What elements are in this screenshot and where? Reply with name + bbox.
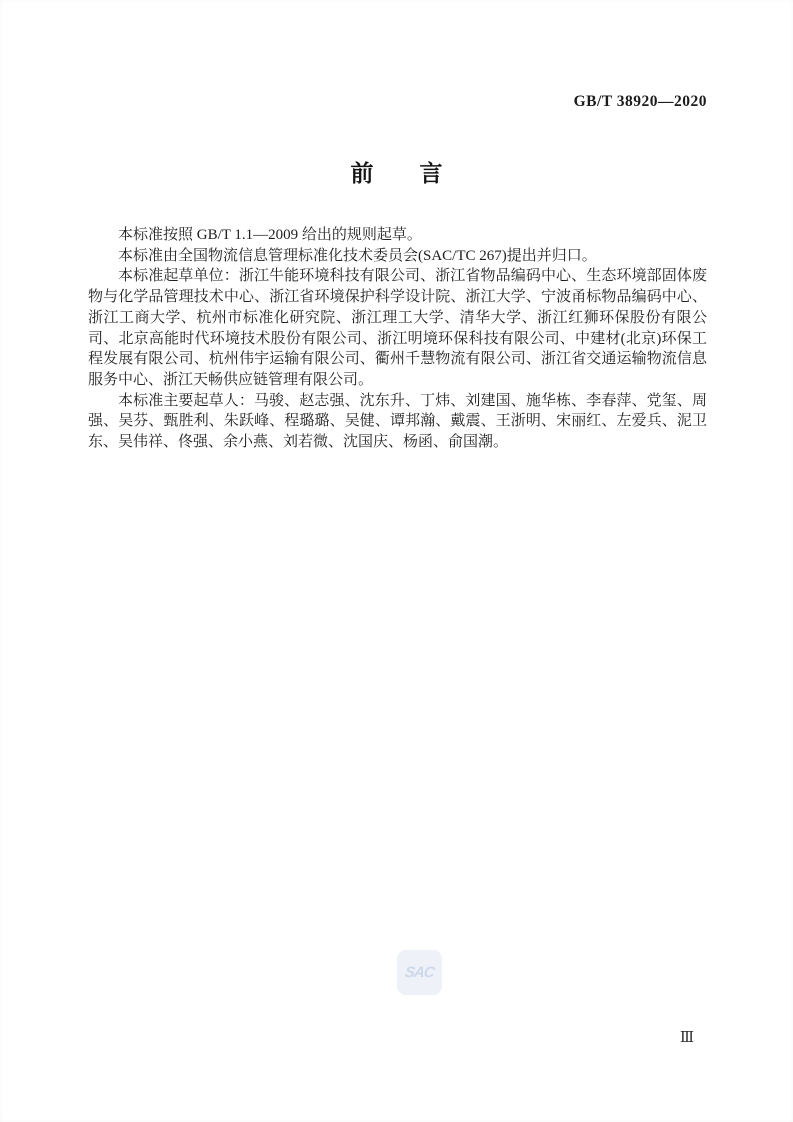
- foreword-title: 前 言: [350, 160, 443, 186]
- standard-code-header: GB/T 38920—2020: [573, 93, 707, 110]
- foreword-body: [88, 225, 707, 453]
- foreword-paragraph-committee: 本标准由全国物流信息管理标准化技术委员会(SAC/TC 267)提出并归口。: [118, 247, 597, 264]
- foreword-paragraph-main-drafters: 本标准主要起草人：马骏、赵志强、沈东升、丁炜、刘建国、施华栋、李春萍、党玺、周强、吴芬、甄胜利、朱跃峰、程璐璐、吴健、谭邦瀚、戴震、王浙明、宋丽红、左爱兵、泥卫东、吴伟祥、佟强、余小燕、刘若微、沈国庆、杨函、俞国潮。: [88, 392, 707, 451]
- foreword-paragraph-drafting-organizations: 本标准起草单位：浙江牛能环境科技有限公司、浙江省物品编码中心、生态环境部固体废物与化学品管理技术中心、浙江省环境保护科学设计院、浙江大学、宁波甬标物品编码中心、浙江工商大学、杭州市标准化研究院、浙江理工大学、清华大学、浙江红狮环保股份有限公司、北京高能时代环境技术股份有限公司、浙江明境环保科技有限公司、中建材(北京)环保工程发展有限公司、杭州伟宇运输有限公司、衢州千慧物流有限公司、浙江省交通运输物流信息服务中心、浙江天畅供应链管理有限公司。: [88, 268, 707, 388]
- page-number: Ⅲ: [680, 1030, 694, 1046]
- foreword-paragraph-drafting-rules: 本标准按照 GB/T 1.1—2009 给出的规则起草。: [118, 227, 422, 243]
- sac-watermark-icon: [397, 950, 442, 995]
- sac-watermark-label: SAC: [403, 964, 436, 981]
